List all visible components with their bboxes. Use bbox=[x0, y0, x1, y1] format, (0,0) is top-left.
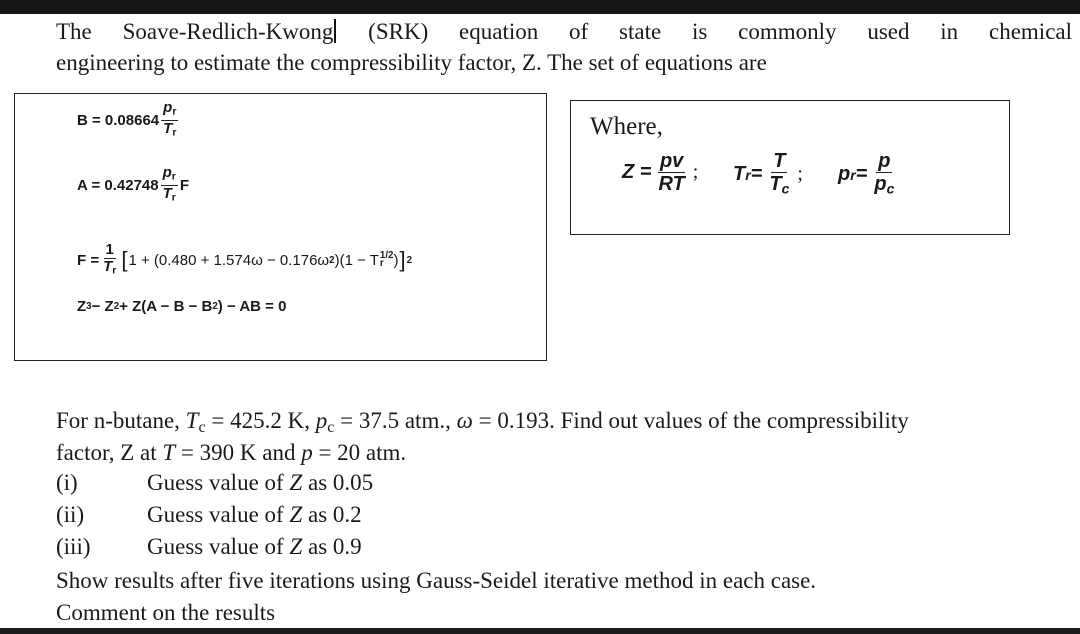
equation-Z-cubic bbox=[77, 298, 286, 315]
eq-Z-s2: 2 bbox=[113, 301, 120, 312]
def-Tr-eq: = bbox=[750, 163, 763, 186]
eq-B-den-sub: r bbox=[172, 126, 177, 139]
def-Tr-lhs-sub: r bbox=[745, 166, 751, 183]
g3-var: Z bbox=[289, 534, 303, 559]
p2-b: = 390 K and bbox=[175, 440, 302, 465]
eq-F-sq: 2 bbox=[329, 254, 335, 266]
def-Z-den: RT bbox=[658, 173, 685, 195]
eq-F-inner2-sub: r bbox=[379, 258, 384, 270]
eq-B-num-sub: r bbox=[172, 105, 177, 118]
closing-line-2: Comment on the results bbox=[56, 600, 276, 625]
def-pr-eq: = bbox=[855, 163, 868, 186]
eq-B-lhs: B = 0.08664 bbox=[77, 111, 160, 129]
def-Z-fraction bbox=[656, 150, 686, 195]
equation-B bbox=[77, 100, 180, 140]
p1-Tc: T bbox=[185, 408, 199, 433]
eq-F-inner2: )(1 − T bbox=[334, 251, 379, 269]
p1-d: = 0.193. Find out values of the compressibility bbox=[472, 408, 909, 433]
eq-F-den-sub: r bbox=[112, 264, 117, 277]
eq-A-num: p bbox=[162, 164, 172, 181]
p2-T: T bbox=[162, 440, 176, 465]
bracket-open: [ bbox=[121, 247, 128, 273]
eq-A-den-sub: r bbox=[171, 191, 176, 204]
closing-line-1: Show results after five iterations using Gauss-Seidel iterative method in each case. bbox=[56, 568, 817, 593]
guess-text-2 bbox=[147, 502, 362, 528]
intro-line-2: engineering to estimate the compressibility factor, Z. The set of equations are bbox=[56, 50, 767, 75]
definition-Z bbox=[622, 150, 706, 195]
g2-value: as 0.2 bbox=[302, 502, 362, 527]
def-pr-lhs: p bbox=[838, 163, 851, 186]
eq-A-den: T bbox=[162, 184, 172, 202]
p2-a: factor, Z at bbox=[56, 440, 163, 465]
bottom-border-bar bbox=[0, 628, 1080, 634]
p1-omega: ω bbox=[456, 408, 473, 433]
eq-Z-t1: Z bbox=[77, 298, 87, 315]
def-sep-1: ; bbox=[692, 161, 699, 183]
def-sep-2: ; bbox=[797, 163, 803, 186]
eq-F-outer-sup: 2 bbox=[406, 254, 413, 266]
guess-label-2: (ii) bbox=[56, 502, 85, 527]
g2-var: Z bbox=[289, 502, 303, 527]
eq-B-num: p bbox=[163, 99, 173, 116]
eq-F-lhs: F = bbox=[77, 251, 100, 269]
def-Tr-den-sub: c bbox=[781, 180, 790, 197]
p2-c: = 20 atm. bbox=[312, 440, 407, 465]
eq-A-fraction bbox=[161, 165, 178, 205]
eq-F-den: T bbox=[103, 258, 113, 275]
def-pr-fraction bbox=[872, 150, 896, 200]
g2-text: Guess value of bbox=[147, 502, 290, 527]
p1-pc: p bbox=[315, 408, 328, 433]
problem-line-2 bbox=[56, 437, 406, 468]
p1-b: = 425.2 K, bbox=[205, 408, 316, 433]
guess-text-1 bbox=[147, 470, 373, 496]
equation-F bbox=[77, 242, 412, 279]
eq-F-fraction bbox=[101, 242, 118, 279]
p1-c: = 37.5 atm., bbox=[334, 408, 457, 433]
eq-F-num: 1 bbox=[105, 241, 114, 258]
g1-text: Guess value of bbox=[147, 470, 290, 495]
eq-F-inner3: ) bbox=[393, 251, 399, 269]
eq-A-lhs: A = 0.42748 bbox=[77, 176, 159, 194]
def-Z-num: pv bbox=[659, 150, 684, 172]
where-label: Where, bbox=[590, 113, 663, 140]
def-pr-den-sub: c bbox=[886, 180, 895, 197]
equation-A bbox=[77, 165, 189, 205]
def-Tr-num: T bbox=[773, 150, 786, 172]
def-pr-den: p bbox=[874, 173, 887, 195]
top-border-bar bbox=[0, 0, 1080, 14]
guess-label-3: (iii) bbox=[56, 534, 91, 559]
eq-Z-t2: − Z bbox=[91, 298, 114, 315]
eq-Z-t3: + Z(A − B − B bbox=[119, 298, 213, 315]
guess-label-1: (i) bbox=[56, 470, 78, 495]
eq-Z-t4: ) − AB = 0 bbox=[217, 298, 287, 315]
definition-Tr bbox=[733, 150, 811, 200]
def-Tr-lhs: T bbox=[733, 163, 746, 186]
g3-value: as 0.9 bbox=[302, 534, 362, 559]
def-Tr-den: T bbox=[769, 173, 782, 195]
g3-text: Guess value of bbox=[147, 534, 290, 559]
intro-line-1 bbox=[56, 16, 1072, 47]
eq-F-inner2-sup: 1/2 bbox=[379, 249, 394, 261]
p1-a: For n-butane, bbox=[56, 408, 186, 433]
definition-pr bbox=[838, 150, 898, 200]
p1-Tc-sub: c bbox=[198, 419, 206, 437]
eq-A-tail: F bbox=[179, 176, 190, 194]
eq-F-inner1: 1 + (0.480 + 1.574ω − 0.176ω bbox=[128, 251, 330, 269]
def-Z-lhs: Z = bbox=[622, 161, 652, 183]
p1-pc-sub: c bbox=[327, 419, 335, 437]
eq-Z-s3: 2 bbox=[212, 301, 218, 312]
def-pr-lhs-sub: r bbox=[850, 166, 856, 183]
eq-B-den: T bbox=[163, 119, 173, 137]
eq-A-num-sub: r bbox=[171, 170, 176, 183]
bracket-close: ] bbox=[399, 247, 406, 273]
g1-value: as 0.05 bbox=[302, 470, 374, 495]
guess-text-3 bbox=[147, 534, 362, 560]
p2-p: p bbox=[301, 440, 313, 465]
def-Tr-fraction bbox=[767, 150, 791, 200]
def-pr-num: p bbox=[878, 150, 891, 172]
intro-text-a: The Soave-Redlich-Kwong bbox=[56, 19, 334, 44]
eq-Z-s1: 3 bbox=[86, 301, 92, 312]
eq-B-fraction bbox=[161, 100, 178, 140]
g1-var: Z bbox=[289, 470, 303, 495]
intro-text-b: (SRK) equation of state is commonly used in chemical bbox=[337, 19, 1072, 44]
